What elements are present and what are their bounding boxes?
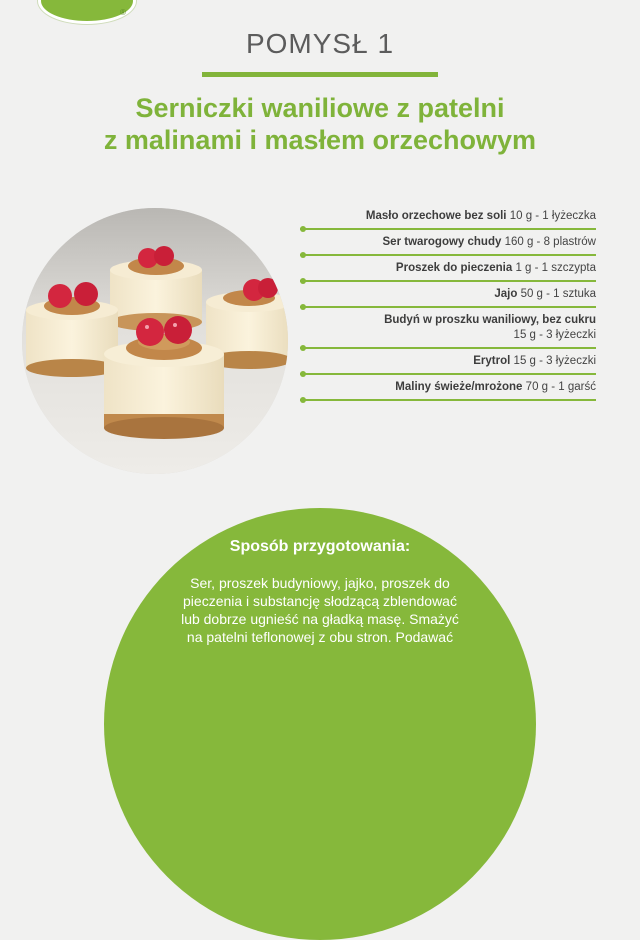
ingredient-amount: 50 g - 1 sztuka (520, 288, 596, 300)
method-heading: Sposób przygotowania: (229, 538, 411, 555)
ingredient-name: Masło orzechowe bez soli (365, 210, 507, 222)
ingredients-list (300, 204, 596, 401)
ingredient-name: Budyń w proszku waniliowy, bez cukru (384, 314, 596, 326)
method-panel (104, 508, 536, 940)
ingredient-amount: 10 g - 1 łyżeczka (509, 210, 596, 222)
ingredient-item (300, 375, 596, 401)
recipe-title (40, 92, 600, 156)
ingredient-item (300, 256, 596, 282)
ingredient-amount: 1 g - 1 szczypta (515, 262, 596, 274)
method-line: lub dobrze ugnieść na gładką masę. Smażyć (181, 611, 459, 627)
recipe-title-line2: z malinami i masłem orzechowym (103, 125, 537, 155)
recipe-title-line1: Serniczki waniliowe z patelni (135, 93, 505, 123)
ingredient-name: Proszek do pieczenia (395, 262, 513, 274)
ingredient-item (300, 349, 596, 375)
ingredient-name: Erytrol (473, 355, 511, 367)
ingredient-amount: 160 g - 8 plastrów (504, 236, 596, 248)
ingredient-item (300, 230, 596, 256)
ingredient-name: Ser twarogowy chudy (382, 236, 502, 248)
ingredient-name: Maliny świeże/mrożone (395, 381, 523, 393)
registered-mark: ® (120, 8, 126, 17)
method-line: Ser, proszek budyniowy, jajko, proszek do (190, 575, 450, 591)
ingredient-amount: 15 g - 3 łyżeczki (513, 355, 596, 367)
cheesecake-illustration (22, 208, 288, 474)
idea-label: POMYSŁ 1 (245, 28, 395, 59)
ingredient-item (300, 204, 596, 230)
method-text (166, 574, 474, 646)
ingredient-amount: 15 g - 3 łyżeczki (513, 329, 596, 341)
method-line: pieczenia i substancję słodzącą zblendować (183, 593, 457, 609)
cheesecake-photo (22, 208, 288, 474)
ingredient-item (300, 282, 596, 308)
ingredient-name: Jajo (494, 288, 518, 300)
ingredient-item (300, 308, 596, 349)
ingredient-amount: 70 g - 1 garść (525, 381, 596, 393)
kicker-underline (202, 72, 438, 77)
method-line: na patelni teflonowej z obu stron. Podawać (186, 629, 454, 645)
